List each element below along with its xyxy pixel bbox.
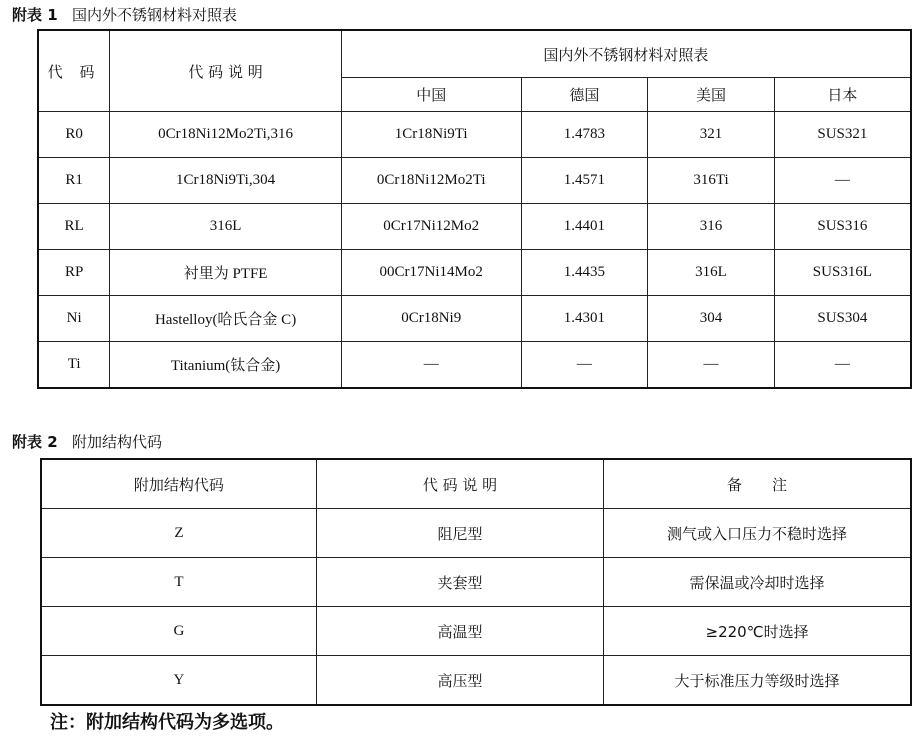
table-row (41, 607, 911, 656)
cell-code: R1 (38, 158, 110, 204)
cell-germany: 1.4301 (521, 296, 648, 342)
cell-remark: ≥220℃时选择 (604, 607, 911, 656)
cell-code: T (41, 558, 316, 607)
table-row (38, 112, 911, 158)
cell-desc: 1Cr18Ni9Ti,304 (110, 158, 342, 204)
cell-code: Y (41, 656, 316, 706)
cell-japan: SUS316 (774, 204, 911, 250)
col-header-germany: 德国 (521, 78, 648, 112)
cell-japan: — (774, 158, 911, 204)
cell-japan: SUS316L (774, 250, 911, 296)
cell-code: Z (41, 509, 316, 558)
col-header-structure-code: 附加结构代码 (41, 459, 316, 509)
cell-desc: 阻尼型 (316, 509, 603, 558)
cell-japan: SUS304 (774, 296, 911, 342)
cell-usa: 316 (648, 204, 775, 250)
cell-desc: 高压型 (316, 656, 603, 706)
cell-desc: Titanium(钛合金) (110, 342, 342, 389)
cell-desc: 高温型 (316, 607, 603, 656)
col-header-japan: 日本 (774, 78, 911, 112)
cell-desc: 0Cr18Ni12Mo2Ti,316 (110, 112, 342, 158)
table1-caption (12, 4, 237, 25)
cell-remark: 大于标准压力等级时选择 (604, 656, 911, 706)
cell-germany: 1.4435 (521, 250, 648, 296)
footnote: 注：附加结构代码为多选项。 (50, 712, 284, 733)
cell-code: RL (38, 204, 110, 250)
table-row (38, 296, 911, 342)
table-row (38, 204, 911, 250)
cell-china: 00Cr17Ni14Mo2 (341, 250, 521, 296)
cell-usa: — (648, 342, 775, 389)
col-header-china: 中国 (341, 78, 521, 112)
table-row (41, 509, 911, 558)
table1-caption-title: 国内外不锈钢材料对照表 (71, 6, 237, 24)
cell-china: — (341, 342, 521, 389)
cell-code: R0 (38, 112, 110, 158)
cell-germany: — (521, 342, 648, 389)
cell-remark: 测气或入口压力不稳时选择 (604, 509, 911, 558)
table-row (38, 342, 911, 389)
cell-china: 0Cr18Ni12Mo2Ti (341, 158, 521, 204)
col-header-code: 代 码 (38, 30, 110, 112)
col-header-usa: 美国 (648, 78, 775, 112)
table1-caption-prefix: 附表 1 (12, 6, 58, 24)
cell-germany: 1.4401 (521, 204, 648, 250)
cell-desc: Hastelloy(哈氏合金 C) (110, 296, 342, 342)
cell-japan: — (774, 342, 911, 389)
col-header-code-desc: 代 码 说 明 (316, 459, 603, 509)
cell-usa: 321 (648, 112, 775, 158)
cell-usa: 304 (648, 296, 775, 342)
cell-code: RP (38, 250, 110, 296)
table2-caption (12, 431, 162, 452)
material-comparison-table (37, 29, 912, 389)
cell-germany: 1.4783 (521, 112, 648, 158)
table2-caption-title: 附加结构代码 (71, 433, 162, 451)
cell-desc: 衬里为 PTFE (110, 250, 342, 296)
cell-usa: 316L (648, 250, 775, 296)
table-row (38, 250, 911, 296)
additional-structure-code-table (40, 458, 912, 706)
cell-china: 1Cr18Ni9Ti (341, 112, 521, 158)
cell-china: 0Cr17Ni12Mo2 (341, 204, 521, 250)
table2-caption-prefix: 附表 2 (12, 433, 58, 451)
cell-china: 0Cr18Ni9 (341, 296, 521, 342)
group-header: 国内外不锈钢材料对照表 (341, 30, 911, 78)
table-row (38, 158, 911, 204)
cell-desc: 316L (110, 204, 342, 250)
cell-code: G (41, 607, 316, 656)
cell-japan: SUS321 (774, 112, 911, 158)
cell-desc: 夹套型 (316, 558, 603, 607)
cell-usa: 316Ti (648, 158, 775, 204)
col-header-remark: 备 注 (604, 459, 911, 509)
col-header-desc: 代 码 说 明 (110, 30, 342, 112)
cell-code: Ti (38, 342, 110, 389)
cell-code: Ni (38, 296, 110, 342)
cell-germany: 1.4571 (521, 158, 648, 204)
table-row (41, 558, 911, 607)
table-row (41, 656, 911, 706)
cell-remark: 需保温或冷却时选择 (604, 558, 911, 607)
